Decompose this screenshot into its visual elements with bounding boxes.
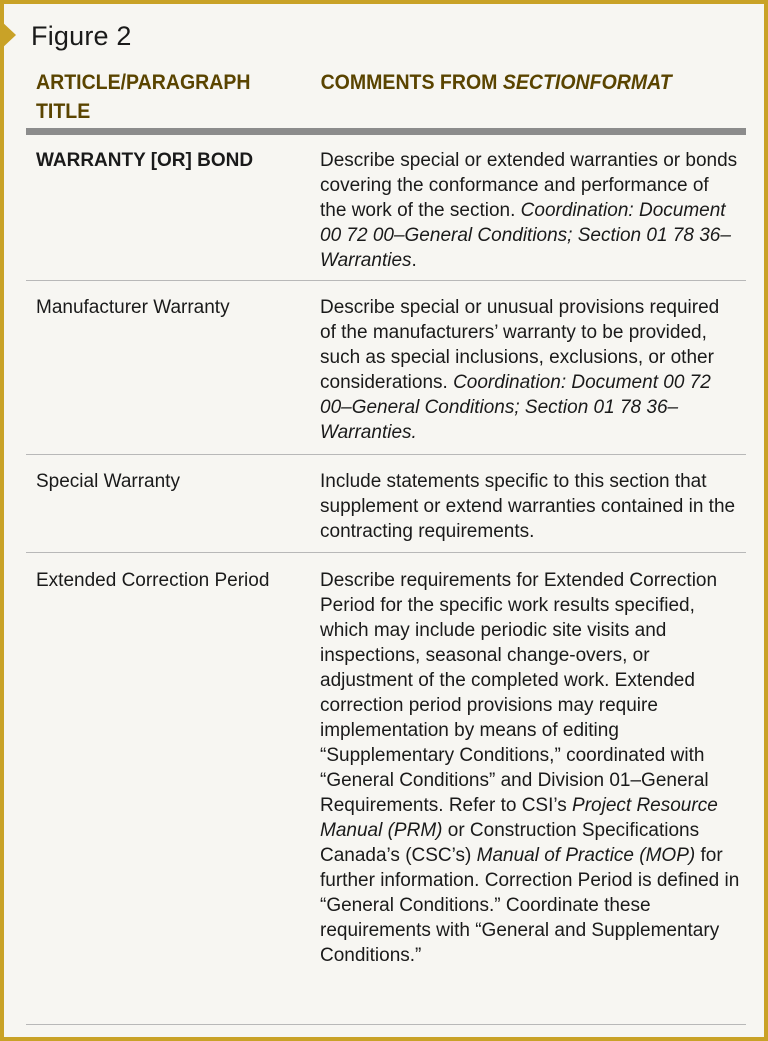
row-comment-text: Describe special or unusual provisions required of the manufacturers’ warranty to be provided, such as special inclusions, exclusions, or other considerations. <box>320 297 720 393</box>
row-comment-mop: Manual of Practice (MOP) <box>476 845 696 866</box>
row-comment <box>320 148 740 273</box>
row-coordination: Coordination: Document 00 72 00–General Conditions; Section 01 78 36–Warranties <box>320 200 731 271</box>
row-comment-text-c: for further information. Correction Period is defined in “General Conditions.” Coordinate these requirements with “General and Supplementary Conditions.” <box>320 845 740 966</box>
header-divider <box>26 128 746 135</box>
row-divider <box>26 280 746 281</box>
row-comment <box>320 295 740 445</box>
figure-marker-arrow-icon <box>0 20 16 50</box>
row-comment <box>320 568 740 968</box>
header-article-title: ARTICLE/PARAGRAPH TITLE <box>36 71 251 123</box>
row-title: Manufacturer Warranty <box>36 297 230 318</box>
table-header <box>36 68 696 126</box>
figure-title: Figure 2 <box>31 21 132 51</box>
row-divider <box>26 552 746 553</box>
row-comment-text-b: or Construction Specifications Canada’s (CSC’s) <box>320 820 700 866</box>
row-comment-text-a: Describe requirements for Extended Correction Period for the specific work results specified, which may include periodic site visits and inspections, seasonal change-overs, or adjustment of the completed work. Extended correction period provisions may require implementation by means of editing “Supplementary Conditions,” coordinated with “General Conditions” and Division 01–General Requirements. Refer to CSI’s <box>320 570 718 816</box>
row-divider <box>26 1024 746 1025</box>
row-comment-prm: Project Resource Manual (PRM) <box>320 795 718 841</box>
header-comments-prefix: COMMENTS FROM <box>320 71 503 94</box>
row-divider <box>26 454 746 455</box>
row-title: WARRANTY [OR] BOND <box>36 150 254 171</box>
row-title: Extended Correction Period <box>36 570 270 591</box>
row-title: Special Warranty <box>36 471 180 492</box>
row-comment-text: Describe special or extended warranties or bonds covering the conformance and performance of the work of the section. <box>320 150 738 221</box>
header-comments <box>321 68 721 97</box>
row-comment: Include statements specific to this section that supplement or extend warranties contained in the contracting requirements. <box>320 471 736 542</box>
header-comments-italic: SECTIONFORMAT <box>502 71 672 94</box>
row-coordination-end: . <box>411 250 417 271</box>
row-coordination: Coordination: Document 00 72 00–General Conditions; Section 01 78 36–Warranties. <box>320 372 711 443</box>
